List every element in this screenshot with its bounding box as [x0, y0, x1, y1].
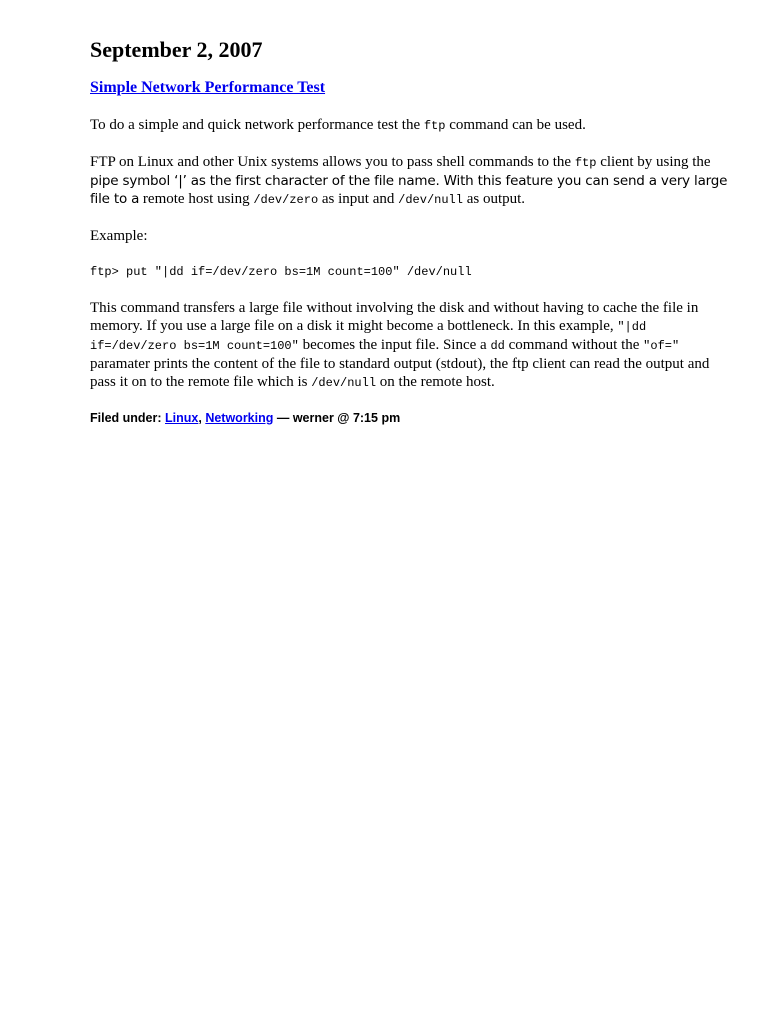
paragraph-explanation — [90, 299, 730, 392]
ftp-pipe-text-2: client by using the — [596, 154, 711, 170]
post-meta — [90, 410, 730, 426]
inline-code-ftp: ftp — [423, 119, 446, 133]
explanation-text-3: command without the — [504, 337, 644, 353]
filed-under-label: Filed under: — [90, 411, 162, 425]
ftp-pipe-text-6: as output. — [462, 191, 526, 207]
category-link-networking[interactable]: Networking — [205, 411, 274, 425]
example-code-block: ftp> put "|dd if=/dev/zero bs=1M count=100" /dev/null — [90, 265, 472, 279]
explanation-text-1: This command transfers a large file without involving the disk and without having to cache the file in memory. If you use a large file on a disk it might become a bottleneck. In this example, — [90, 300, 699, 334]
explanation-text-4: paramater prints the content of the file to standard output (stdout), the ftp client can read the output and pass it on to the remote file which is — [90, 356, 710, 390]
post-title-link[interactable]: Simple Network Performance Test — [90, 79, 326, 96]
paragraph-intro — [90, 116, 730, 135]
ftp-pipe-text-5: as input and — [318, 191, 399, 207]
inline-code-dev-null: /dev/null — [398, 193, 463, 207]
category-separator: , — [198, 411, 206, 425]
inline-code-dd-command: "|dd if=/dev/zero bs=1M count=100" — [90, 320, 647, 353]
explanation-text-5: on the remote host. — [376, 374, 495, 390]
inline-code-dd: dd — [490, 339, 505, 353]
paragraph-ftp-pipe — [90, 153, 730, 209]
ftp-pipe-text-1: FTP on Linux and other Unix systems allows you to pass shell commands to the — [90, 154, 575, 170]
intro-text-before: To do a simple and quick network performance test the — [90, 117, 424, 133]
intro-text-after: command can be used. — [445, 117, 586, 133]
category-link-linux[interactable]: Linux — [165, 411, 199, 425]
explanation-text-2: becomes the input file. Since a — [298, 337, 491, 353]
inline-code-ftp-client: ftp — [574, 156, 597, 170]
ftp-pipe-text-3: pipe symbol ‘|’ as the first character of the file name. With this feature you can send a very large file to a — [90, 173, 728, 207]
inline-code-dev-null-remote: /dev/null — [311, 376, 377, 390]
inline-code-dev-zero: /dev/zero — [253, 193, 319, 207]
blog-post — [90, 36, 730, 426]
post-date: September 2, 2007 — [90, 37, 263, 62]
post-byline: — werner @ 7:15 pm — [273, 411, 401, 425]
inline-code-of: "of=" — [643, 339, 680, 353]
post-title — [90, 78, 730, 98]
example-label: Example: — [90, 228, 148, 244]
ftp-pipe-text-4: remote host using — [139, 191, 254, 207]
